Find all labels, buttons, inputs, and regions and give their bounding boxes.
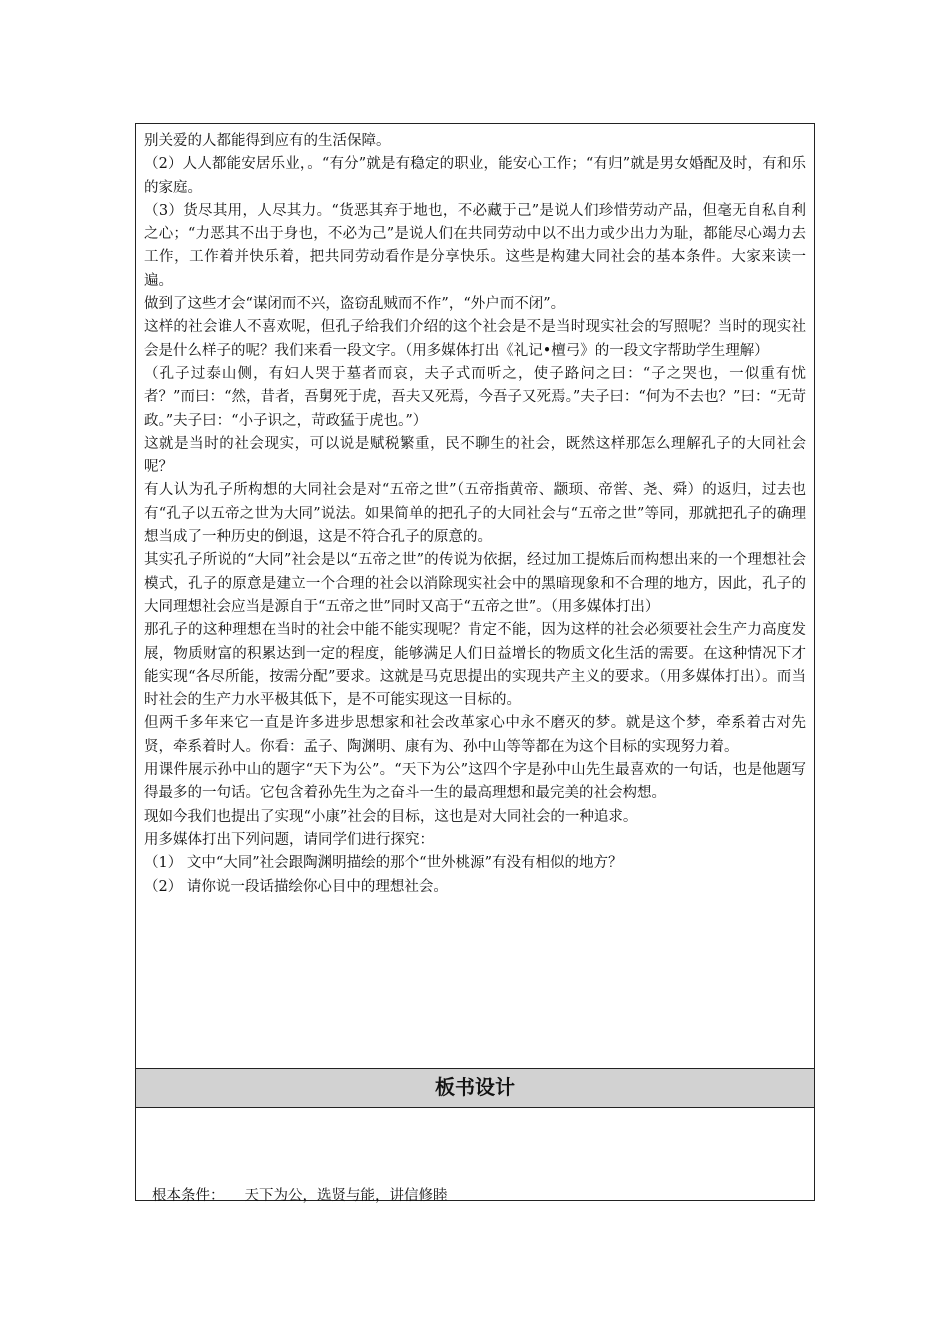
- paragraph: 但两千多年来它一直是许多进步思想家和社会改革家心中永不磨灭的梦。就是这个梦，牵系着古对先贤，牵系着时人。你看：孟子、陶渊明、康有为、孙中山等等都在为这个目标的实现努力着。: [144, 715, 806, 755]
- board-design-header: [136, 1068, 814, 1108]
- question-item: （2） 请你说一段话描绘你心目中的理想社会。: [144, 878, 448, 895]
- paragraph: 其实孔子所说的“大同”社会是以“五帝之世”的传说为依据，经过加工提炼后而构想出来的一个理想社会模式，孔子的原意是建立一个合理的社会以消除现实社会中的黑暗现象和不合理的地方，因此，孔子的大同理想社会应当是源自于“五帝之世”同时又高于“五帝之世”。（用多媒体打出）: [144, 552, 806, 615]
- paragraph: 有人认为孔子所构想的大同社会是对“五帝之世”（五帝指黄帝、颛顼、帝喾、尧、舜）的返归，过去也有“孔子以五帝之世为大同”说法。如果简单的把孔子的大同社会与“五帝之世”等同，那就把孔子的确理想当成了一种历史的倒退，这是不符合孔子的原意的。: [144, 482, 806, 546]
- paragraph: 现如今我们也提出了实现“小康”社会的目标，这也是对大同社会的一种追求。: [144, 808, 638, 825]
- question-item: （1） 文中“大同”社会跟陶渊明描绘的那个“世外桃源”有没有相似的地方？: [144, 855, 623, 872]
- lesson-table: [135, 123, 815, 1204]
- section-title: 板书设计: [435, 1075, 515, 1099]
- lesson-content: [144, 130, 806, 899]
- paragraph: 那孔子的这种理想在当时的社会中能不能实现呢？肯定不能，因为这样的社会必须要社会生产力高度发展，物质财富的积累达到一定的程度，能够满足人们日益增长的物质文化生活的需要。在这种情况下才能实现“各尽所能，按需分配”要求。这就是马克思提出的实现共产主义的要求。（用多媒体打出）。而当时社会的生产力水平极其低下，是不可能实现这一目标的。: [144, 622, 806, 709]
- paragraph: （孔子过泰山侧，有妇人哭于墓者而哀，夫子式而听之，使子路问之曰：“子之哭也，一似重有忧者？”而曰：“然，昔者，吾舅死于虎，吾夫又死焉，今吾子又死焉。”夫子曰：“何为不去也？”曰：“无苛政。”夫子曰：“小子识之，苛政猛于虎也。”）: [144, 365, 806, 429]
- paragraph: 别关爱的人都能得到应有的生活保障。: [144, 133, 391, 149]
- paragraph: 用多媒体打出下列问题，请同学们进行探究：: [144, 831, 434, 848]
- board-design-content: [152, 1184, 448, 1205]
- paragraph: 这就是当时的社会现实，可以说是赋税繁重，民不聊生的社会，既然这样那怎么理解孔子的大同社会呢？: [144, 435, 806, 476]
- paragraph: 做到了这些才会“谋闭而不兴，盗窃乱贼而不作”，“外户而不闭”。: [144, 296, 566, 313]
- paragraph: （2）人人都能安居乐业，。“有分”就是有稳定的职业，能安心工作；“有归”就是男女婚配及时，有和乐的家庭。: [144, 156, 806, 196]
- paragraph: （3）货尽其用，人尽其力。“货恶其弃于地也，不必藏于己”是说人们珍惜劳动产品，但毫无自私自利之心；“力恶其不出于身也，不必为己”是说人们在共同劳动中以不出力或少出力为耻，都能尽心竭力去工作，工作着并快乐着，把共同劳动看作是分享快乐。这些是构建大同社会的基本条件。大家来读一遍。: [144, 202, 806, 289]
- paragraph: 这样的社会谁人不喜欢呢，但孔子给我们介绍的这个社会是不是当时现实社会的写照呢？当时的现实社会是什么样子的呢？我们来看一段文字。（用多媒体打出《礼记•檀弓》的一段文字帮助学生理解）: [144, 319, 806, 359]
- board-value: 天下为公，选贤与能，讲信修睦: [244, 1188, 448, 1204]
- board-label: 根本条件：: [152, 1188, 225, 1204]
- paragraph: 用课件展示孙中山的题字“天下为公”。“天下为公”这四个字是孙中山先生最喜欢的一句话，也是他题写得最多的一句话。它包含着孙先生为之奋斗一生的最高理想和最完美的社会构想。: [144, 762, 806, 802]
